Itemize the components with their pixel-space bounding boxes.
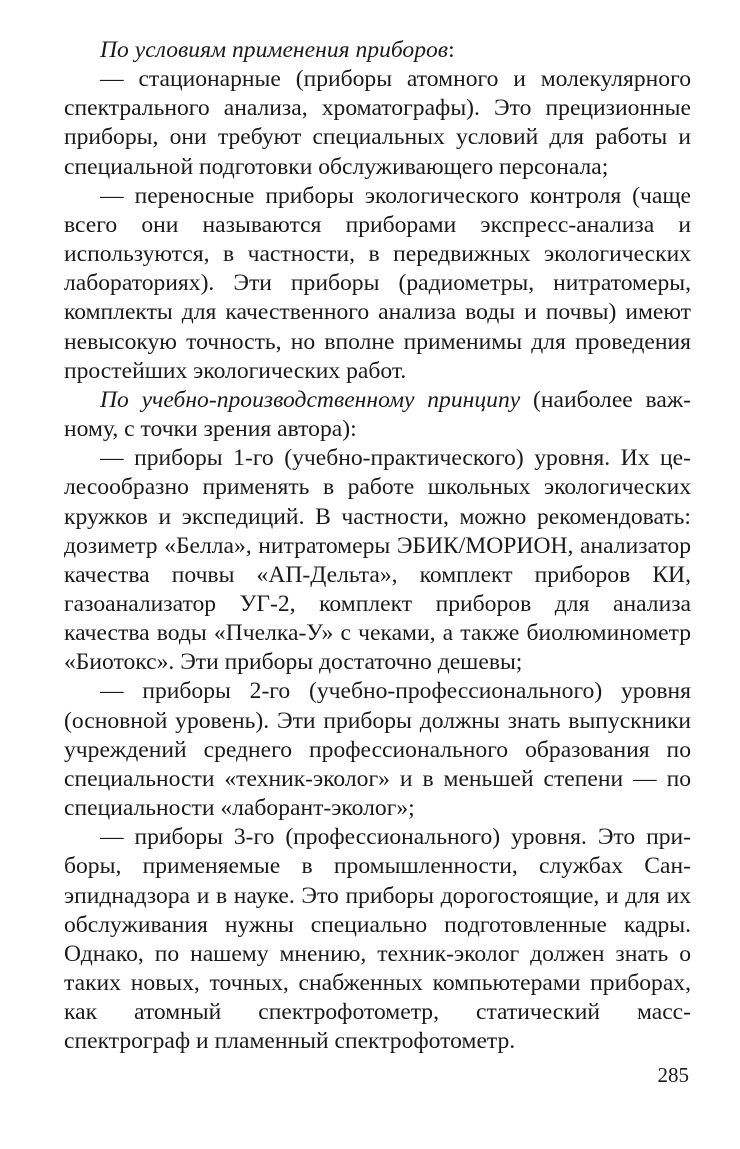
paragraph-text: : — [448, 37, 455, 63]
paragraph-level-1 — [64, 444, 691, 677]
paragraph-text: — переносные приборы экологического контроля (чаще всего они называются приборами экспресс-анализа и используются, в частности, в передвижных экологических лабораториях). Эти приборы (радиометры, нитратомеры, комплекты для качественного анализа воды и почвы) имеют невысокую точность, но вполне применимы для проведения простейших экологических работ. — [64, 182, 691, 384]
paragraph-level-2 — [64, 677, 691, 823]
paragraph-usage-conditions-heading — [64, 36, 691, 65]
italic-heading: По условиям применения приборов — [100, 37, 449, 63]
body-text — [64, 36, 691, 1056]
italic-heading: По учебно-производственному принципу — [100, 386, 521, 413]
page-number: 285 — [657, 1063, 689, 1087]
paragraph-text: — приборы 3-го (профессионального) уровня. Это приборы, применяемые в промышленности, службах Санэпиднадзора и в науке. Это приборы дорогостоящие, и для их обслуживания нужны специально подготовленные кадры. Однако, по нашему мнению, техник-эколог должен знать о таких новых, точных, снабженных компьютерами приборах, как атомный спектрофотометр, статический масс-спектрограф и пламенный спектрофотометр. — [64, 824, 691, 1055]
paragraph-stationary-devices — [64, 65, 691, 182]
paragraph-text: (наиболее важному, с точки зрения автора): — [64, 386, 691, 443]
paragraph-text: — приборы 2-го (учебно-профессионального) уровня (основной уровень). Эти приборы должны знать выпускники учреждений среднего профессионального образования по специальности «техник-эколог» и в меньшей степени — по специальности «лаборант-эколог»; — [64, 678, 691, 822]
paragraph-text: — приборы 1-го (учебно-практического) уровня. Их целесообразно применять в работе школьных экологических кружков и экспедиций. В частности, можно рекомендовать: дозиметр «Белла», нитратомеры ЭБИК/МОРИОН, анализатор качества почвы «АП-Дельта», комплект приборов КИ, газоанализатор УГ-2, комплект приборов для анализа качества воды «Пчелка-У» с чеками, а также биолюминометр «Биотокс». Эти приборы достаточно дешевы; — [64, 445, 691, 676]
paragraph-text: — стационарные (приборы атомного и молекулярного спектрального анализа, хроматографы). Это прецизионные приборы, они требуют специальных условий для работы и специальной подготовки обслуживающего персонала; — [64, 66, 691, 180]
paragraph-portable-devices — [64, 182, 691, 386]
paragraph-educational-principle-heading — [64, 386, 691, 444]
paragraph-level-3 — [64, 823, 691, 1056]
